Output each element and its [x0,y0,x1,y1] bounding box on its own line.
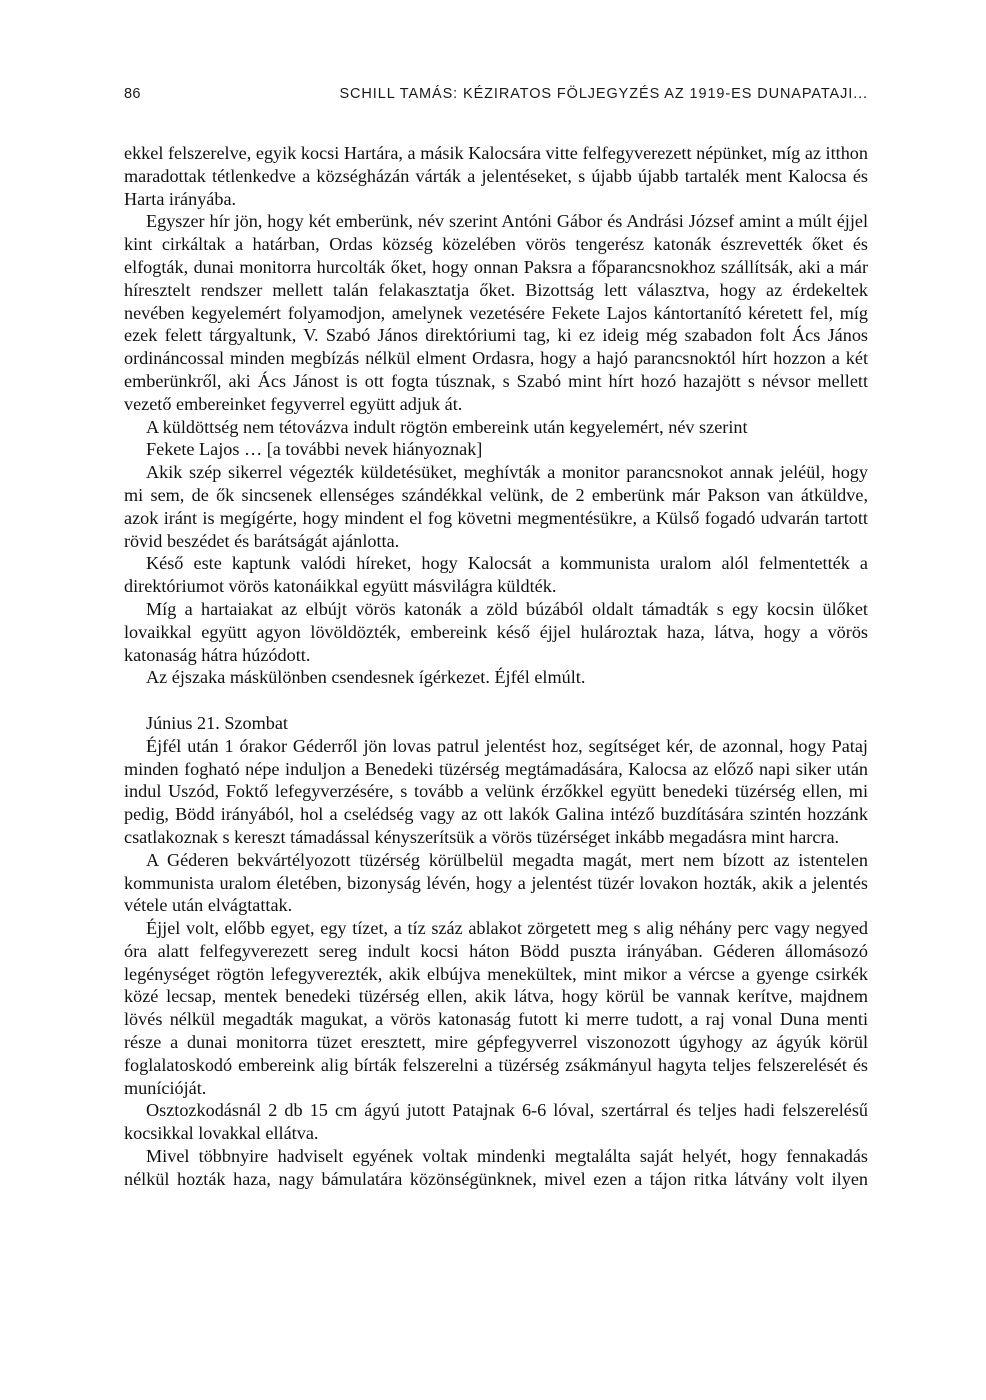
paragraph: Késő este kaptunk valódi híreket, hogy Kalocsát a kommunista uralom alól felmentették a direktóriumot vörös katonáikkal együtt másvilágra küldték. [124,553,868,597]
page-header [124,86,868,108]
paragraph: ekkel felszerelve, egyik kocsi Hartára, a másik Kalocsára vitte felfegyverezett népünket, míg az itthon maradottak tétlenkedve a községházán várták a jelentéseket, s újabb újabb tartalék ment Kalocsa és Harta irányába. [124,143,868,209]
paragraph: Akik szép sikerrel végezték küldetésüket, meghívták a monitor parancsnokot annak jeléül, hogy mi sem, de ők sincsenek ellenséges szándékkal velünk, de 2 emberünk már Pakson van átküldve, azok iránt is megígérte, hogy mindent el fog követni megmentésükre, a Külső fogadó udvarán tartott rövid beszédet és barátságát ajánlotta. [124,462,868,551]
running-title: SCHILL TAMÁS: KÉZIRATOS FÖLJEGYZÉS AZ 1919-ES DUNAPATAJI... [339,86,868,102]
paragraph: Éjjel volt, előbb egyet, egy tízet, a tíz száz ablakot zörgetett meg s alig néhány perc vagy negyed óra alatt felfegyverezett sereg indult kocsi háton Bödd puszta irányában. Géderen állomásozó legénységet rögtön lefegyverezték, akik elbújva menekültek, mint mikor a vércse a gyenge csirkék közé lecsap, mentek benedeki tüzérség ellen, akik látva, hogy körül be vannak kerítve, majdnem lövés nélkül megadták magukat, a vörös katonaság futott ki merre tudott, a raj vonal Duna menti része a dunai monitorra tüzet eresztett, mire gépfegyverrel viszonozott úgyhogy az ágyúk körül foglalatoskodó embereink alig bírták felszerelni a tüzérség zsákmányul hagyta teljes felszerelését és munícióját. [124,918,868,1098]
date-heading: Június 21. Szombat [146,712,288,733]
paragraph: Míg a hartaiakat az elbújt vörös katonák a zöld búzából oldalt támadták s egy kocsin ülőket lovaikkal együtt agyon lövöldözték, embereink késő éjjel hulároztak haza, látva, hogy a vörös katonaság hátra húzódott. [124,598,868,665]
paragraph: A Géderen bekvártélyozott tüzérség körülbelül megadta magát, mert nem bízott az istentelen kommunista uralom életében, bizonyság lévén, hogy a jelentést tüzér lovakon hozták, akik a jelentés vétele után elvágtattak. [124,849,868,916]
paragraph: Mivel többnyire hadviselt egyének voltak mindenki megtalálta saját helyét, hogy fennakadás nélkül hozták haza, nagy bámulatára közönségünknek, mivel ezen a tájon ritka látvány volt ilyen [124,1146,868,1189]
paragraph: Fekete Lajos … [a további nevek hiányoznak] [146,439,483,460]
section-spacer [124,689,868,712]
body-text [124,142,868,1191]
paragraph: Az éjszaka máskülönben csendesnek ígérkezet. Éjfél elmúlt. [146,667,586,688]
page-number: 86 [124,86,141,102]
paragraph: Éjfél után 1 órakor Géderről jön lovas patrul jelentést hoz, segítséget kér, de azonnal, hogy Pataj minden fogható népe induljon a Benedeki tüzérség megtámadására, Kalocsa az előző napi siker után indul Uszód, Foktő lefegyverzésére, s tovább a velünk érzőkkel együtt benedeki tüzérség ellen, mi pedig, Bödd irányából, hol a cselédség vagy az ott lakók Galina intéző buzdítására szintén hozzánk csatlakoznak s kereszt támadással kényszerítsük a vörös tüzérséget inkább megadásra mint harcra. [124,735,868,847]
paragraph: Osztozkodásnál 2 db 15 cm ágyú jutott Patajnak 6-6 lóval, szertárral és teljes hadi felszerelésű kocsikkal lovakkal ellátva. [124,1100,868,1144]
paragraph: A küldöttség nem tétovázva indult rögtön embereink után kegyelemért, név szerint [146,416,748,437]
paragraph: Egyszer hír jön, hogy két emberünk, név szerint Antóni Gábor és Andrási József amint a múlt éjjel kint cirkáltak a határban, Ordas község közelében vörös tengerész katonák észrevették őket és elfogták, dunai monitorra hurcolták őket, hogy onnan Paksra a főparancsnokhoz szállítsák, aki a már híresztelt rendszer mellett talán felakasztatja őket. Bizottság lett választva, hogy az érdekeltek nevében kegyelemért folyamodjon, amelynek vezetésére Fekete Lajos kántortanító kéretett fel, míg ezek felett tárgyaltunk, V. Szabó János direktóriumi tag, ki ez ideig még szabadon folt Ács János ordináncossal minden megbízás nélkül elment Ordasra, hogy a hajó parancsnoktól hírt hozzon a két emberünkről, aki Ács Jánost is ott fogta túsznak, s Szabó mint hírt hozó hazajött s névsor mellett vezető embereinket fegyverrel együtt adjuk át. [124,211,868,414]
